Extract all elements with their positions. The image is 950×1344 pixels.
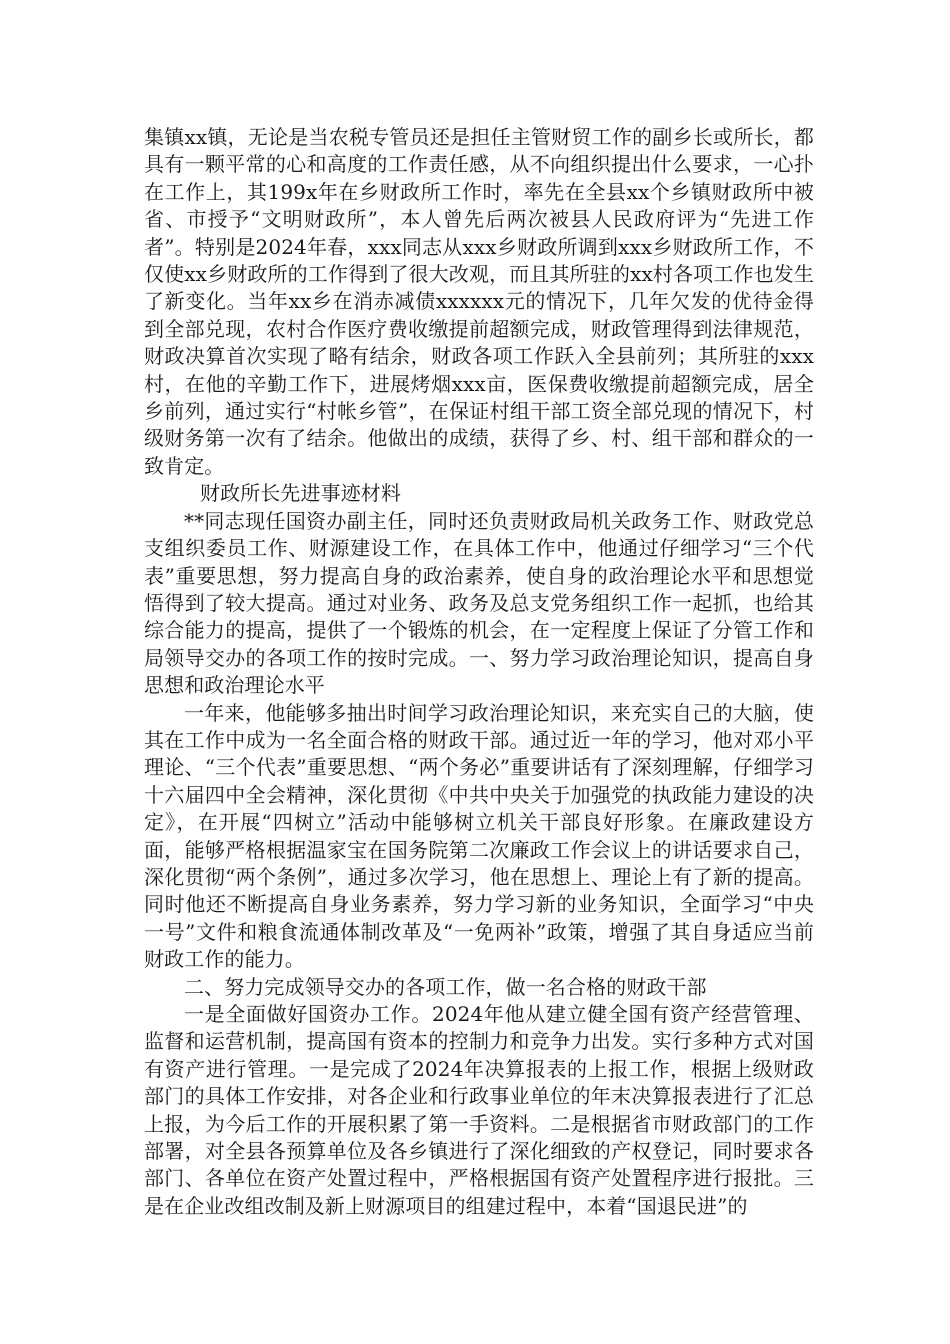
- section-title: 财政所长先进事迹材料: [200, 481, 401, 506]
- section-heading-work: 二、努力完成领导交办的各项工作，做一名合格的财政干部: [184, 974, 707, 999]
- document-body: [144, 124, 814, 1220]
- paragraph-intro: 集镇xx镇，无论是当农税专管员还是担任主管财贸工作的副乡长或所长，都具有一颗平常的心和高度的工作责任感，从不向组织提出什么要求，一心扑在工作上，其199x年在乡财政所工作时，率先在全县xx个乡镇财政所中被省、市授予“文明财政所”，本人曾先后两次被县人民政府评为“先进工作者”。特别是2024年春，xxx同志从xxx乡财政所调到xxx乡财政所工作，不仅使xx乡财政所的工作得到了很大改观，而且其所驻的xx村各项工作也发生了新变化。当年xx乡在消赤减债xxxxxx元的情况下，几年欠发的优待金得到全部兑现，农村合作医疗费收缴提前超额完成，财政管理得到法律规范，财政决算首次实现了略有结余，财政各项工作跃入全县前列；其所驻的xxx村，在他的辛勤工作下，进展烤烟xxx亩，医保费收缴提前超额完成，居全乡前列，通过实行“村帐乡管”，在保证村组干部工资全部兑现的情况下，村级财务第一次有了结余。他做出的成绩，获得了乡、村、组干部和群众的一致肯定。: [144, 125, 814, 478]
- paragraph-study: 一年来，他能够多抽出时间学习政治理论知识，来充实自己的大脑，使其在工作中成为一名全面合格的财政干部。通过近一年的学习，他对邓小平理论、“三个代表”重要思想、“两个务必”重要讲话有了深刻理解，仔细学习十六届四中全会精神，深化贯彻《中共中央关于加强党的执政能力建设的决定》，在开展“四树立”活动中能够树立机关干部良好形象。在廉政建设方面，能够严格根据温家宝在国务院第二次廉政工作会议上的讲话要求自己，深化贯彻“两个条例”，通过多次学习，他在思想上、理论上有了新的提高。同时他还不断提高自身业务素养，努力学习新的业务知识，全面学习“中央一号”文件和粮食流通体制改革及“一免两补”政策，增强了其自身适应当前财政工作的能力。: [144, 700, 814, 972]
- paragraph-duties: **同志现任国资办副主任，同时还负责财政局机关政务工作、财政党总支组织委员工作、财源建设工作，在具体工作中，他通过仔细学习“三个代表”重要思想，努力提高自身的政治素养，使自身的政治理论水平和思想觉悟得到了较大提高。通过对业务、政务及总支党务组织工作一起抓，也给其综合能力的提高，提供了一个锻炼的机会，在一定程度上保证了分管工作和局领导交办的各项工作的按时完成。一、努力学习政治理论知识，提高自身思想和政治理论水平: [144, 508, 814, 698]
- paragraph-state-assets: 一是全面做好国资办工作。2024年他从建立健全国有资产经营管理、监督和运营机制，提高国有资本的控制力和竞争力出发。实行多种方式对国有资产进行管理。一是完成了2024年决算报表的上报工作，根据上级财政部门的具体工作安排，对各企业和行政事业单位的年末决算报表进行了汇总上报，为今后工作的开展积累了第一手资料。二是根据省市财政部门的工作部署，对全县各预算单位及各乡镇进行了深化细致的产权登记，同时要求各部门、各单位在资产处置过程中，严格根据国有资产处置程序进行报批。三是在企业改组改制及新上财源项目的组建过程中，本着“国退民进”的: [144, 1002, 814, 1218]
